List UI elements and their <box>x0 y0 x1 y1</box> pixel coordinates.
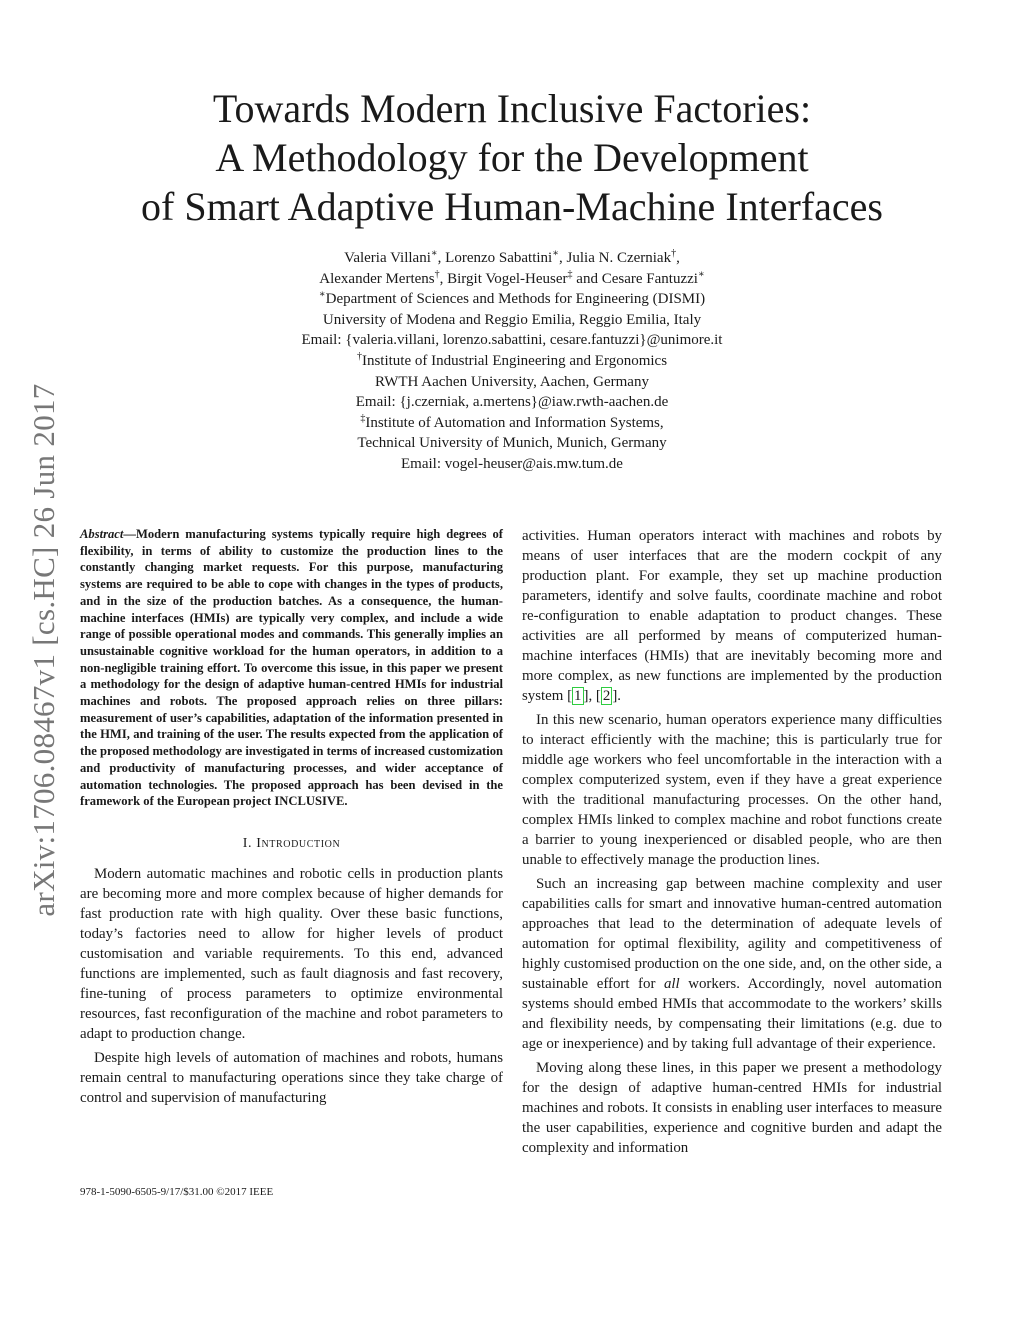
affiliation-1-email: Email: {valeria.villani, lorenzo.sabattini, cesare.fantuzzi}@unimore.it <box>301 332 723 349</box>
right-column <box>522 526 942 1158</box>
affiliation-mark: ‡ <box>567 268 573 280</box>
affiliation-3 <box>112 413 912 434</box>
affiliation-mark: ∗ <box>430 248 438 259</box>
affiliation-1-university: University of Modena and Reggio Emilia, Reggio Emilia, Italy <box>322 311 702 328</box>
paragraph: Despite high levels of automation of machines and robots, humans remain central to manufacturing operations since they take charge of control and supervision of manufacturing <box>80 1049 503 1106</box>
section-title: Introduction <box>256 835 341 851</box>
affiliation-mark: † <box>356 350 362 362</box>
citation-link[interactable]: 2 <box>602 688 611 704</box>
separator: , <box>676 250 680 266</box>
paper-title <box>60 84 964 231</box>
left-column <box>80 526 503 1108</box>
separator: and <box>572 270 602 287</box>
paragraph-text: ], [ <box>583 688 601 704</box>
section-heading-introduction <box>80 834 503 854</box>
author-name: Birgit Vogel-Heuser <box>447 270 568 287</box>
paragraph: Modern automatic machines and robotic cells in production plants are becoming more and more complex because of higher demands for fast production rate with high quality. Over these basic functions, today’s factories need to allow for higher levels of product customisation and variable requirements. To this end, advanced functions are implemented, such as fault diagnosis and fast recovery, fine-tuning of process parameters to optimize environmental resources, fast reconfiguration of the machine and robot parameters to adapt to production change. <box>80 865 503 1042</box>
paragraph <box>522 526 942 706</box>
author-name: Cesare Fantuzzi <box>601 270 698 287</box>
affiliation-3-email: Email: vogel-heuser@ais.mw.tum.de <box>401 455 623 472</box>
paragraph-text: activities. Human operators interact with machines and robots by means of user interfaces that are the modern cockpit of any production plant. For example, they set up machine production parameters, identify and solve faults, coordinate machine and robot re-configuration to enable adaptation to product changes. These activities are all performed by means of computerized human-machine interfaces (HMIs) that are inevitably becoming more and more complex, as new functions are implemented by the production system [ <box>522 528 942 704</box>
copyright-footer: 978-1-5090-6505-9/17/$31.00 ©2017 IEEE <box>80 1186 274 1198</box>
title-line-2: A Methodology for the Development <box>215 135 809 180</box>
author-name: Julia N. Czerniak <box>566 250 672 266</box>
abstract-dash: — <box>123 527 136 541</box>
affiliation-mark: ∗ <box>552 248 560 259</box>
paragraph-text: Such an increasing gap between machine complexity and user capabilities calls for smart and innovative human-centred automation approaches that lead to the determination of adequate levels of automation for optimal flexibility, agility and competitiveness of highly customised production on the one side, and, on the other side, a sustainable effort for <box>522 876 942 992</box>
affiliation-3-university: Technical University of Munich, Munich, Germany <box>357 435 667 452</box>
separator: , <box>437 250 446 266</box>
affiliation-mark: † <box>434 268 440 280</box>
section-number: I. <box>242 835 257 851</box>
affiliation-text: Institute of Industrial Engineering and Ergonomics <box>361 352 668 369</box>
affiliation-2-email: Email: {j.czerniak, a.mertens}@iaw.rwth-aachen.de <box>355 394 669 411</box>
title-line-3: of Smart Adaptive Human-Machine Interfaces <box>141 184 883 229</box>
author-block <box>112 248 912 475</box>
separator: , <box>559 250 567 266</box>
citation-link[interactable]: 1 <box>574 688 582 704</box>
abstract-label: Abstract <box>80 527 124 541</box>
emphasis: all <box>663 976 680 992</box>
paragraph: Moving along these lines, in this paper we present a methodology for the design of adaptive human-centred HMIs for industrial machines and robots. It consists in enabling user interfaces to measure the user capabilities, experience and cognitive burden and adapt the complexity and information <box>522 1060 942 1156</box>
author-line-1 <box>112 248 912 269</box>
affiliation-mark: ∗ <box>697 268 705 280</box>
paragraph-text: ]. <box>612 688 622 704</box>
author-name: Lorenzo Sabattini <box>445 250 553 266</box>
author-name: Alexander Mertens <box>319 270 435 287</box>
affiliation-mark: ‡ <box>360 412 366 424</box>
author-name: Valeria Villani <box>344 250 431 266</box>
abstract-text: Modern manufacturing systems typically require high degrees of flexibility, in terms of ability to customize the production lines to the constantly changing market requests. For this purpose, manufacturing systems are required to be able to cope with changes in the types of products, and in the size of the production batches. As a consequence, the human-machine interfaces (HMIs) are typically very complex, and include a wide range of possible operational modes and commands. This generally implies an unsustainable cognitive workload for the human operators, in addition to a non-negligible training effort. To overcome this issue, in this paper we present a methodology for the design of adaptive human-centred HMIs for industrial machines and robots. The proposed approach relies on three pillars: measurement of user’s capabilities, adaptation of the information presented in the HMI, and training of the user. The results expected from the application of the proposed methodology are investigated in terms of increased customization and productivity of manufacturing processes, and wider acceptance of automation technologies. The proposed approach has been devised in the framework of the European project INCLUSIVE. <box>80 527 503 809</box>
affiliation-mark: ∗ <box>318 289 326 301</box>
paragraph <box>522 874 942 1054</box>
affiliation-2-university: RWTH Aachen University, Aachen, Germany <box>375 373 649 390</box>
affiliation-text: Department of Sciences and Methods for Engineering (DISMI) <box>325 291 706 308</box>
paragraph-text: workers. Accordingly, novel automation systems should embed HMIs that accommodate to the workers’ skills and flexibility needs, by compensating their limitations (e.g. due to age or inexperience) and by taking full advantage of their experience. <box>522 976 942 1052</box>
paragraph: In this new scenario, human operators experience many difficulties to interact efficiently with the machine; this is particularly true for middle age workers who feel uncomfortable in the interaction with a complex computerized system, even if they have a great experience with the traditional manufacturing processes. On the other hand, complex HMIs linked to complex machine and robot functions create a barrier to young inexperienced or disabled people, who are then unable to effectively manage the production lines. <box>522 712 942 868</box>
author-line-2 <box>112 269 912 290</box>
affiliation-1 <box>112 289 912 310</box>
affiliation-2 <box>112 351 912 372</box>
abstract <box>80 526 503 810</box>
separator: , <box>439 270 448 287</box>
affiliation-text: Institute of Automation and Information Systems, <box>365 414 664 431</box>
affiliation-mark: † <box>671 248 677 259</box>
arxiv-stamp: arXiv:1706.08467v1 [cs.HC] 26 Jun 2017 <box>26 383 61 917</box>
title-line-1: Towards Modern Inclusive Factories: <box>212 86 812 131</box>
